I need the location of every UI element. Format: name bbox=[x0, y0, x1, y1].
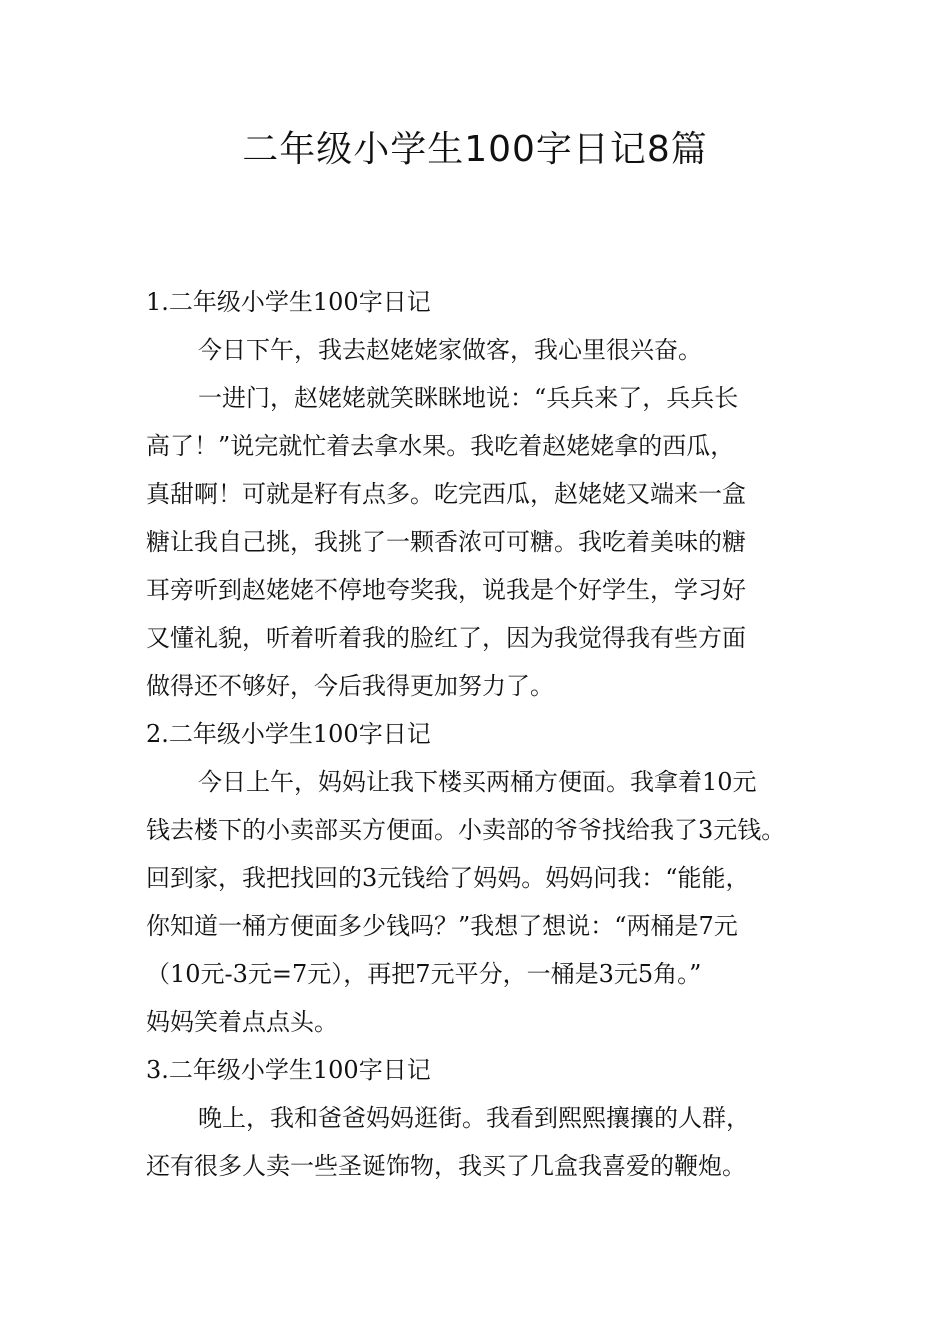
entry-heading: 3.二年级小学生100字日记 bbox=[146, 1056, 431, 1084]
text-line: 回到家，我把找回的3元钱给了妈妈。妈妈问我：“能能， bbox=[146, 864, 750, 892]
text-line: 还有很多人卖一些圣诞饰物，我买了几盒我喜爱的鞭炮。 bbox=[146, 1152, 746, 1180]
entry-paragraph bbox=[146, 758, 826, 1046]
text-line: 做得还不够好，今后我得更加努力了。 bbox=[146, 672, 554, 700]
text-line: 又懂礼貌，听着听着我的脸红了，因为我觉得我有些方面 bbox=[146, 624, 746, 652]
document-title: 二年级小学生100字日记8篇 bbox=[242, 129, 708, 170]
document-body bbox=[146, 278, 826, 1190]
text-line: 钱去楼下的小卖部买方便面。小卖部的爷爷找给我了3元钱。 bbox=[146, 816, 786, 844]
diary-entry-3 bbox=[146, 1046, 826, 1190]
diary-entry-2 bbox=[146, 710, 826, 1046]
entry-paragraph bbox=[146, 1094, 826, 1190]
entry-heading: 2.二年级小学生100字日记 bbox=[146, 720, 431, 748]
text-line: 今日下午，我去赵姥姥家做客，我心里很兴奋。 bbox=[198, 336, 702, 364]
diary-entry-1 bbox=[146, 278, 826, 710]
text-line: 高了！”说完就忙着去拿水果。我吃着赵姥姥拿的西瓜， bbox=[146, 432, 735, 460]
text-line: 耳旁听到赵姥姥不停地夸奖我，说我是个好学生，学习好 bbox=[146, 576, 746, 604]
text-line: 晚上，我和爸爸妈妈逛街。我看到熙熙攘攘的人群， bbox=[198, 1104, 750, 1132]
text-line: 妈妈笑着点点头。 bbox=[146, 1008, 338, 1036]
text-line: （10元-3元=7元），再把7元平分，一桶是3元5角。” bbox=[146, 960, 702, 988]
text-line: 糖让我自己挑，我挑了一颗香浓可可糖。我吃着美味的糖 bbox=[146, 528, 746, 556]
entry-paragraph bbox=[146, 374, 826, 710]
text-line: 今日上午，妈妈让我下楼买两桶方便面。我拿着10元 bbox=[198, 768, 757, 796]
text-line: 真甜啊！可就是籽有点多。吃完西瓜，赵姥姥又端来一盒 bbox=[146, 480, 746, 508]
text-line: 一进门，赵姥姥就笑眯眯地说：“兵兵来了，兵兵长 bbox=[198, 384, 739, 412]
text-line: 你知道一桶方便面多少钱吗？”我想了想说：“两桶是7元 bbox=[146, 912, 738, 940]
entry-heading: 1.二年级小学生100字日记 bbox=[146, 288, 431, 316]
entry-paragraph bbox=[146, 326, 826, 374]
